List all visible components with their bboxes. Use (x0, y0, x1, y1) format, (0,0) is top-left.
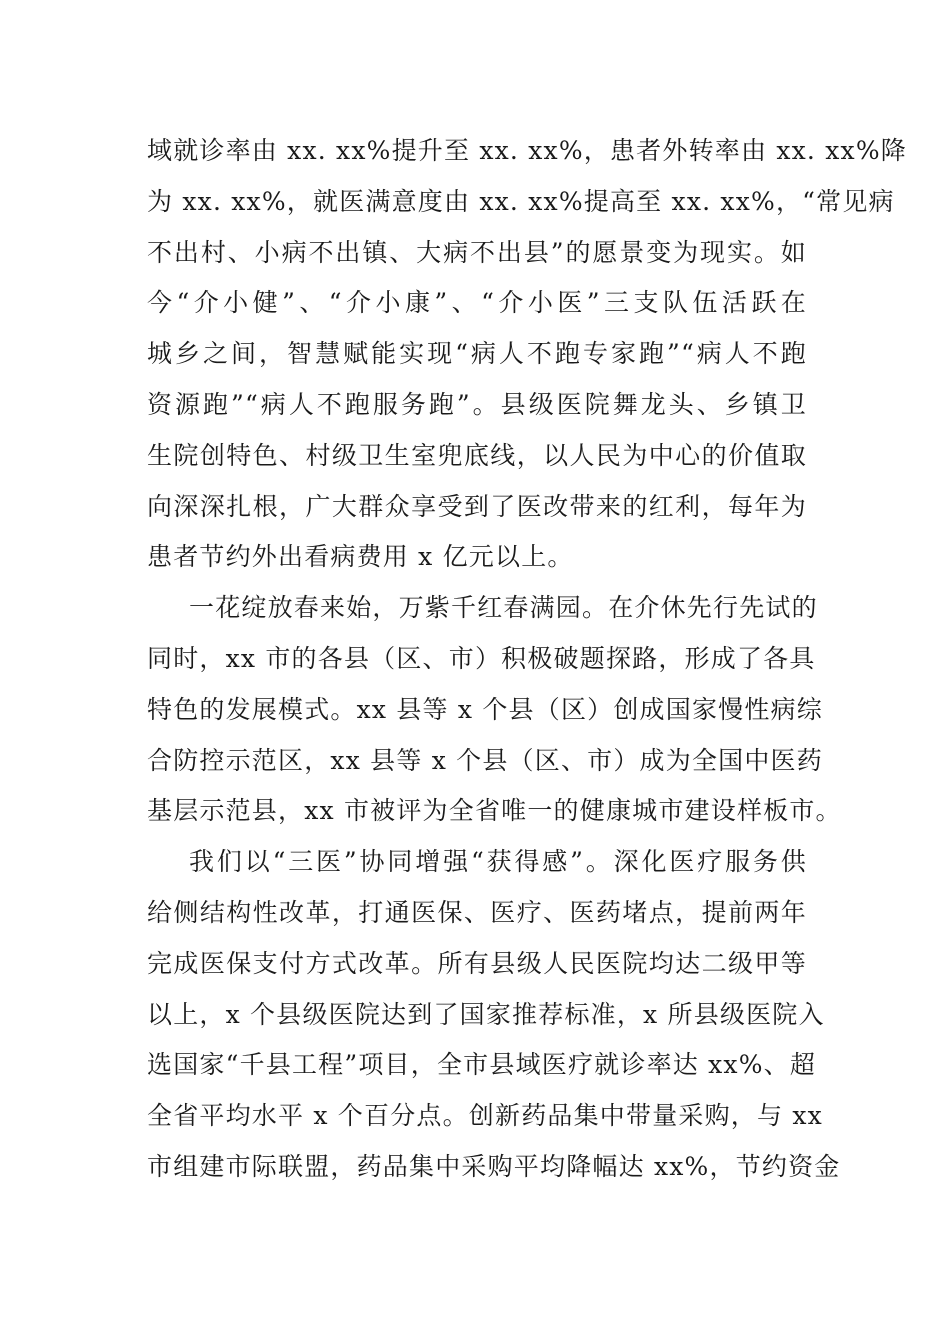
text-line: 基层示范县，xx 市被评为全省唯一的健康城市建设样板市。 (147, 796, 842, 826)
text-line: 资源跑”“病人不跑服务跑”。县级医院舞龙头、乡镇卫 (147, 389, 807, 419)
paragraph-3 (147, 837, 841, 1193)
text-line: 向深深扎根，广大群众享受到了医改带来的红利，每年为 (147, 491, 807, 521)
paragraph-1 (147, 126, 907, 583)
text-line: 特色的发展模式。xx 县等 x 个县（区）创成国家慢性病综 (147, 694, 823, 724)
text-line: 生院创特色、村级卫生室兜底线，以人民为中心的价值取 (147, 440, 807, 470)
text-line: 完成医保支付方式改革。所有县级人民医院均达二级甲等 (147, 948, 807, 978)
text-line: 同时，xx 市的各县（区、市）积极破题探路，形成了各具 (147, 643, 816, 673)
text-line: 选国家“千县工程”项目，全市县域医疗就诊率达 xx%、超 (147, 1050, 817, 1080)
text-line: 一花绽放春来始，万紫千红春满园。在介休先行先试的 (189, 593, 818, 623)
text-line: 城乡之间，智慧赋能实现“病人不跑专家跑”“病人不跑 (147, 339, 807, 369)
text-line: 全省平均水平 x 个百分点。创新药品集中带量采购，与 xx (147, 1101, 823, 1131)
text-line: 给侧结构性改革，打通医保、医疗、医药堵点，提前两年 (147, 897, 807, 927)
text-line: 合防控示范区，xx 县等 x 个县（区、市）成为全国中医药 (147, 745, 823, 775)
text-line: 为 xx. xx%，就医满意度由 xx. xx%提高至 xx. xx%，“常见病 (147, 186, 895, 216)
text-line: 以上，x 个县级医院达到了国家推荐标准，x 所县级医院入 (147, 999, 825, 1029)
text-line: 患者节约外出看病费用 x 亿元以上。 (147, 542, 574, 572)
text-line: 不出村、小病不出镇、大病不出县”的愿景变为现实。如 (147, 237, 807, 267)
text-line: 今“介小健”、“介小康”、“介小医”三支队伍活跃在 (147, 288, 807, 318)
text-line: 市组建市际联盟，药品集中采购平均降幅达 xx%，节约资金 (147, 1151, 841, 1181)
body-text (147, 126, 907, 1193)
paragraph-2 (147, 583, 842, 837)
text-line: 我们以“三医”协同增强“获得感”。深化医疗服务供 (189, 847, 807, 877)
text-line: 域就诊率由 xx. xx%提升至 xx. xx%，患者外转率由 xx. xx%降 (147, 136, 907, 165)
